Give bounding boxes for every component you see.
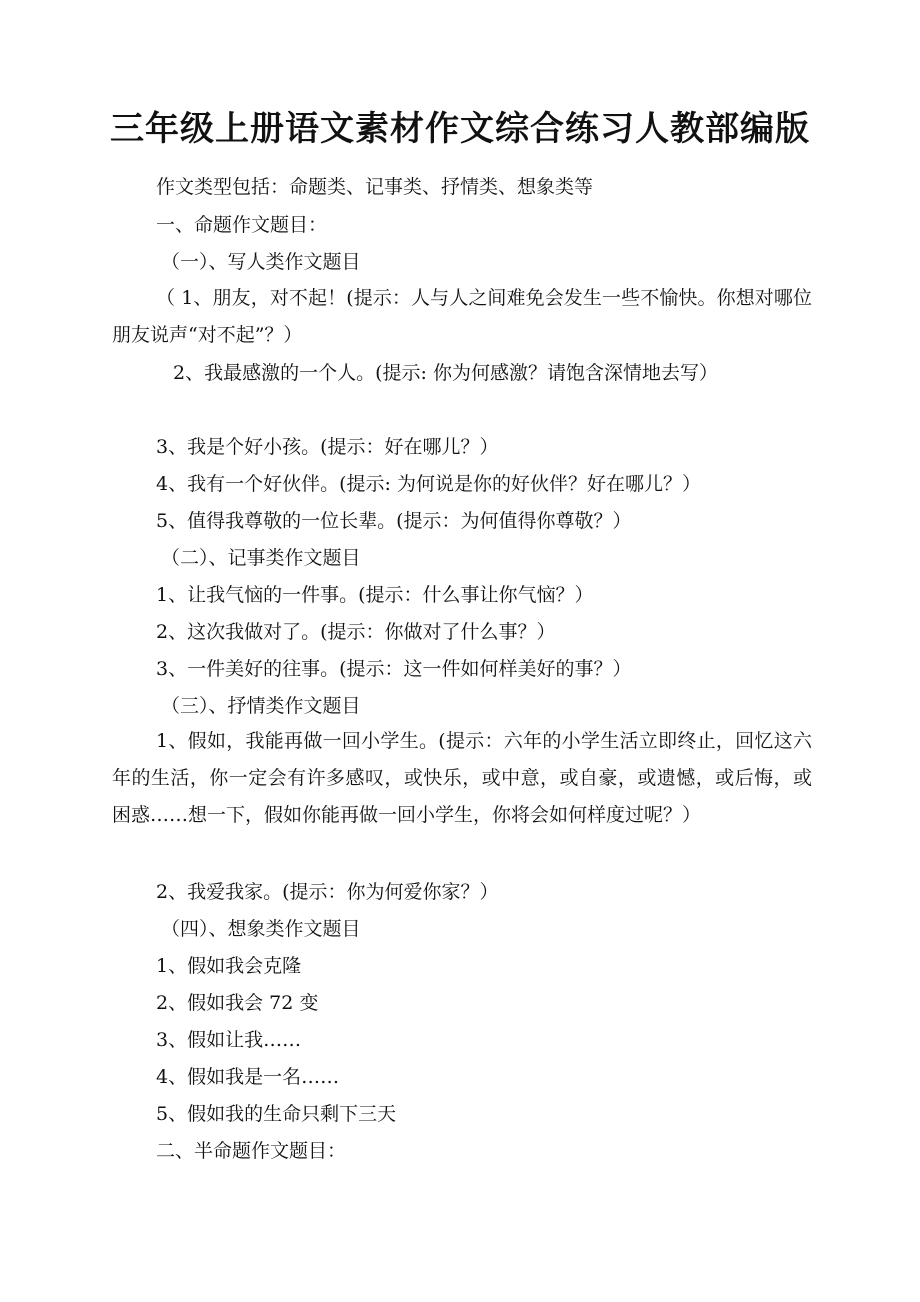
sub1-item-1: （ 1、朋友，对不起！(提示：人与人之间难免会发生一些不愉快。你想对哪位朋友说声“对不起”？） <box>112 287 812 346</box>
document-title: 三年级上册语文素材作文综合练习人教部编版 <box>110 109 810 149</box>
sub1-heading: （一）、写人类作文题目 <box>161 251 361 273</box>
sub2-item-1: 1、让我气恼的一件事。(提示：什么事让你气恼？） <box>156 584 594 606</box>
sub4-heading: （四）、想象类作文题目 <box>161 918 361 940</box>
sub4-item-1: 1、假如我会克隆 <box>156 955 302 977</box>
sub3-item-2: 2、我爱我家。(提示：你为何爱你家？） <box>156 881 499 903</box>
sub1-item-2: 2、我最感激的一个人。(提示: 你为何感激？请饱含深情地去写） <box>173 362 718 384</box>
sub1-item-5: 5、值得我尊敬的一位长辈。(提示：为何值得你尊敬？） <box>156 510 632 532</box>
intro-line: 作文类型包括：命题类、记事类、抒情类、想象类等 <box>156 176 594 198</box>
sub3-heading: （三）、抒情类作文题目 <box>161 695 361 717</box>
sub4-item-4: 4、假如我是一名…… <box>156 1066 340 1088</box>
sub4-item-5: 5、假如我的生命只剩下三天 <box>156 1103 397 1125</box>
sub4-item-2: 2、假如我会 72 变 <box>156 992 319 1014</box>
sub2-heading: （二）、记事类作文题目 <box>161 547 361 569</box>
sub3-item-1: 1、假如，我能再做一回小学生。(提示：六年的小学生活立即终止，回忆这六年的生活，你一定会有许多感叹，或快乐，或中意，或自豪，或遗憾，或后悔，或困惑……想一下，假如你能再做一回小学生，你将会如何样度过呢？） <box>112 730 812 826</box>
section2-heading: 二、半命题作文题目： <box>156 1140 347 1162</box>
sub1-item-3: 3、我是个好小孩。(提示：好在哪儿？） <box>156 436 499 458</box>
sub2-item-3: 3、一件美好的往事。(提示：这一件如何样美好的事？） <box>156 658 632 680</box>
sub4-item-3: 3、假如让我…… <box>156 1029 302 1051</box>
sub2-item-2: 2、这次我做对了。(提示：你做对了什么事？） <box>156 621 556 643</box>
sub1-item-4: 4、我有一个好伙伴。(提示: 为何说是你的好伙伴？好在哪儿？） <box>156 473 701 495</box>
section1-heading: 一、命题作文题目： <box>156 214 328 236</box>
